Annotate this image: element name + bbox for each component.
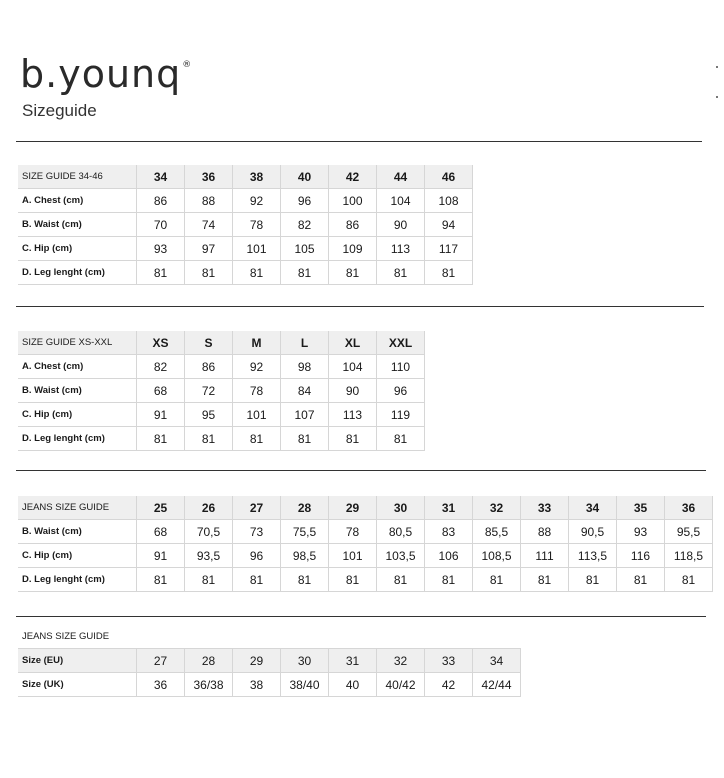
table-cell: 81 xyxy=(473,568,521,592)
size-header-cell xyxy=(185,625,233,649)
table-cell: 117 xyxy=(425,237,473,261)
table-cell: 81 xyxy=(425,261,473,285)
row-label-cell: D. Leg lenght (cm) xyxy=(18,427,137,451)
table-cell: 29 xyxy=(233,649,281,673)
table-cell: 81 xyxy=(281,261,329,285)
table-cell: 108 xyxy=(425,189,473,213)
table-row xyxy=(18,355,425,379)
size-header-cell: L xyxy=(281,331,329,355)
table-cell: 80,5 xyxy=(377,520,425,544)
table-cell: 36 xyxy=(137,673,185,697)
table-cell: 101 xyxy=(233,237,281,261)
page-title: Sizeguide xyxy=(22,101,97,120)
table-cell: 81 xyxy=(137,427,185,451)
size-header-cell: 42 xyxy=(329,165,377,189)
table-cell: 68 xyxy=(137,379,185,403)
table-cell: 91 xyxy=(137,403,185,427)
table-cell: 81 xyxy=(377,568,425,592)
table-cell: 97 xyxy=(185,237,233,261)
table-cell: 81 xyxy=(377,427,425,451)
table-cell: 81 xyxy=(521,568,569,592)
table-row xyxy=(18,379,425,403)
table-cell: 86 xyxy=(185,355,233,379)
row-label-cell: D. Leg lenght (cm) xyxy=(18,568,137,592)
edge-mark xyxy=(716,66,718,68)
jeans-size-conversion-table xyxy=(18,625,521,697)
size-header-cell: 36 xyxy=(665,496,713,520)
table-title-cell: JEANS SIZE GUIDE xyxy=(18,625,137,649)
table-cell: 96 xyxy=(377,379,425,403)
table-cell: 74 xyxy=(185,213,233,237)
size-header-cell: 29 xyxy=(329,496,377,520)
row-label-cell: B. Waist (cm) xyxy=(18,379,137,403)
table-title-cell: JEANS SIZE GUIDE xyxy=(18,496,137,520)
table-cell: 100 xyxy=(329,189,377,213)
table-cell: 111 xyxy=(521,544,569,568)
table-cell: 104 xyxy=(377,189,425,213)
table-cell: 32 xyxy=(377,649,425,673)
table-header-row xyxy=(18,625,521,649)
row-label-cell: B. Waist (cm) xyxy=(18,213,137,237)
table-cell: 75,5 xyxy=(281,520,329,544)
table-cell: 85,5 xyxy=(473,520,521,544)
table-cell: 106 xyxy=(425,544,473,568)
table-cell: 81 xyxy=(569,568,617,592)
size-header-cell xyxy=(425,625,473,649)
table-cell: 96 xyxy=(281,189,329,213)
divider xyxy=(16,470,706,471)
table-cell: 95 xyxy=(185,403,233,427)
table-cell: 78 xyxy=(329,520,377,544)
table-cell: 105 xyxy=(281,237,329,261)
table-cell: 81 xyxy=(185,568,233,592)
table-cell: 81 xyxy=(665,568,713,592)
table-cell: 101 xyxy=(329,544,377,568)
table-cell: 81 xyxy=(233,568,281,592)
table-header-row xyxy=(18,331,425,355)
table-header-row xyxy=(18,165,473,189)
table-cell: 84 xyxy=(281,379,329,403)
row-label-cell: C. Hip (cm) xyxy=(18,544,137,568)
table-cell: 78 xyxy=(233,379,281,403)
size-header-cell: 35 xyxy=(617,496,665,520)
size-header-cell: 36 xyxy=(185,165,233,189)
size-table-34-46 xyxy=(18,165,473,285)
table-cell: 72 xyxy=(185,379,233,403)
table-cell: 81 xyxy=(137,261,185,285)
table-row xyxy=(18,261,473,285)
table-cell: 98 xyxy=(281,355,329,379)
row-label-cell: D. Leg lenght (cm) xyxy=(18,261,137,285)
table-cell: 95,5 xyxy=(665,520,713,544)
table-cell: 93 xyxy=(137,237,185,261)
table-cell: 82 xyxy=(281,213,329,237)
table-cell: 36/38 xyxy=(185,673,233,697)
row-label-cell: A. Chest (cm) xyxy=(18,189,137,213)
table-cell: 81 xyxy=(425,568,473,592)
table-cell: 73 xyxy=(233,520,281,544)
table-cell: 30 xyxy=(281,649,329,673)
size-header-cell xyxy=(281,625,329,649)
divider xyxy=(16,141,702,142)
table-cell: 103,5 xyxy=(377,544,425,568)
row-label-cell: A. Chest (cm) xyxy=(18,355,137,379)
jeans-measurements-table xyxy=(18,496,713,592)
table-title-cell: SIZE GUIDE 34-46 xyxy=(18,165,137,189)
table-row xyxy=(18,237,473,261)
table-row xyxy=(18,673,521,697)
table-cell: 28 xyxy=(185,649,233,673)
table-cell: 96 xyxy=(233,544,281,568)
table-cell: 91 xyxy=(137,544,185,568)
table-cell: 27 xyxy=(137,649,185,673)
size-header-cell: 44 xyxy=(377,165,425,189)
table-header-row xyxy=(18,496,713,520)
table-cell: 40 xyxy=(329,673,377,697)
table-cell: 90 xyxy=(329,379,377,403)
table-cell: 38/40 xyxy=(281,673,329,697)
table-cell: 94 xyxy=(425,213,473,237)
table-cell: 93,5 xyxy=(185,544,233,568)
table-cell: 113 xyxy=(377,237,425,261)
size-header-cell: 32 xyxy=(473,496,521,520)
size-header-cell: 33 xyxy=(521,496,569,520)
size-header-cell xyxy=(329,625,377,649)
size-header-cell: 46 xyxy=(425,165,473,189)
table-cell: 81 xyxy=(281,568,329,592)
size-header-cell: 34 xyxy=(137,165,185,189)
table-cell: 31 xyxy=(329,649,377,673)
table-cell: 119 xyxy=(377,403,425,427)
table-cell: 113 xyxy=(329,403,377,427)
table-cell: 86 xyxy=(137,189,185,213)
row-label-cell: B. Waist (cm) xyxy=(18,520,137,544)
table-cell: 90 xyxy=(377,213,425,237)
size-header-cell xyxy=(377,625,425,649)
table-cell: 88 xyxy=(185,189,233,213)
table-title-cell: SIZE GUIDE XS-XXL xyxy=(18,331,137,355)
row-label-cell: Size (UK) xyxy=(18,673,137,697)
table-cell: 81 xyxy=(329,261,377,285)
edge-mark xyxy=(716,96,718,98)
table-cell: 93 xyxy=(617,520,665,544)
table-cell: 83 xyxy=(425,520,473,544)
table-cell: 70 xyxy=(137,213,185,237)
size-header-cell xyxy=(233,625,281,649)
size-header-cell: 26 xyxy=(185,496,233,520)
table-cell: 81 xyxy=(233,261,281,285)
table-row xyxy=(18,649,521,673)
table-cell: 42 xyxy=(425,673,473,697)
brand-logo-text: b.younq xyxy=(20,52,182,96)
table-cell: 68 xyxy=(137,520,185,544)
size-header-cell: 27 xyxy=(233,496,281,520)
table-cell: 98,5 xyxy=(281,544,329,568)
table-row xyxy=(18,189,473,213)
table-cell: 113,5 xyxy=(569,544,617,568)
table-cell: 101 xyxy=(233,403,281,427)
table-cell: 81 xyxy=(137,568,185,592)
table-cell: 38 xyxy=(233,673,281,697)
table-cell: 42/44 xyxy=(473,673,521,697)
size-header-cell: 40 xyxy=(281,165,329,189)
table-cell: 104 xyxy=(329,355,377,379)
size-header-cell: 25 xyxy=(137,496,185,520)
size-header-cell: 31 xyxy=(425,496,473,520)
table-cell: 81 xyxy=(185,427,233,451)
table-cell: 118,5 xyxy=(665,544,713,568)
table-cell: 81 xyxy=(617,568,665,592)
table-cell: 81 xyxy=(185,261,233,285)
table-cell: 90,5 xyxy=(569,520,617,544)
size-header-cell: 38 xyxy=(233,165,281,189)
table-cell: 86 xyxy=(329,213,377,237)
table-row xyxy=(18,544,713,568)
table-cell: 81 xyxy=(281,427,329,451)
size-header-cell: XXL xyxy=(377,331,425,355)
size-header-cell: 28 xyxy=(281,496,329,520)
size-header-cell: XL xyxy=(329,331,377,355)
brand-logo xyxy=(20,52,191,96)
table-cell: 92 xyxy=(233,355,281,379)
table-cell: 116 xyxy=(617,544,665,568)
size-header-cell: M xyxy=(233,331,281,355)
table-cell: 110 xyxy=(377,355,425,379)
table-cell: 107 xyxy=(281,403,329,427)
table-cell: 40/42 xyxy=(377,673,425,697)
size-table-xs-xxl xyxy=(18,331,425,451)
table-row xyxy=(18,213,473,237)
size-header-cell: XS xyxy=(137,331,185,355)
table-cell: 81 xyxy=(233,427,281,451)
table-cell: 81 xyxy=(377,261,425,285)
table-row xyxy=(18,520,713,544)
table-cell: 108,5 xyxy=(473,544,521,568)
table-cell: 81 xyxy=(329,568,377,592)
size-header-cell xyxy=(473,625,521,649)
table-cell: 34 xyxy=(473,649,521,673)
row-label-cell: Size (EU) xyxy=(18,649,137,673)
row-label-cell: C. Hip (cm) xyxy=(18,403,137,427)
table-row xyxy=(18,403,425,427)
divider xyxy=(16,616,706,617)
size-header-cell: 34 xyxy=(569,496,617,520)
size-header-cell: S xyxy=(185,331,233,355)
registered-mark: ® xyxy=(182,60,193,70)
table-cell: 109 xyxy=(329,237,377,261)
table-cell: 82 xyxy=(137,355,185,379)
table-cell: 81 xyxy=(329,427,377,451)
table-cell: 70,5 xyxy=(185,520,233,544)
size-header-cell xyxy=(137,625,185,649)
row-label-cell: C. Hip (cm) xyxy=(18,237,137,261)
table-cell: 33 xyxy=(425,649,473,673)
table-row xyxy=(18,568,713,592)
size-header-cell: 30 xyxy=(377,496,425,520)
table-row xyxy=(18,427,425,451)
table-cell: 78 xyxy=(233,213,281,237)
table-cell: 92 xyxy=(233,189,281,213)
table-cell: 88 xyxy=(521,520,569,544)
divider xyxy=(16,306,704,307)
